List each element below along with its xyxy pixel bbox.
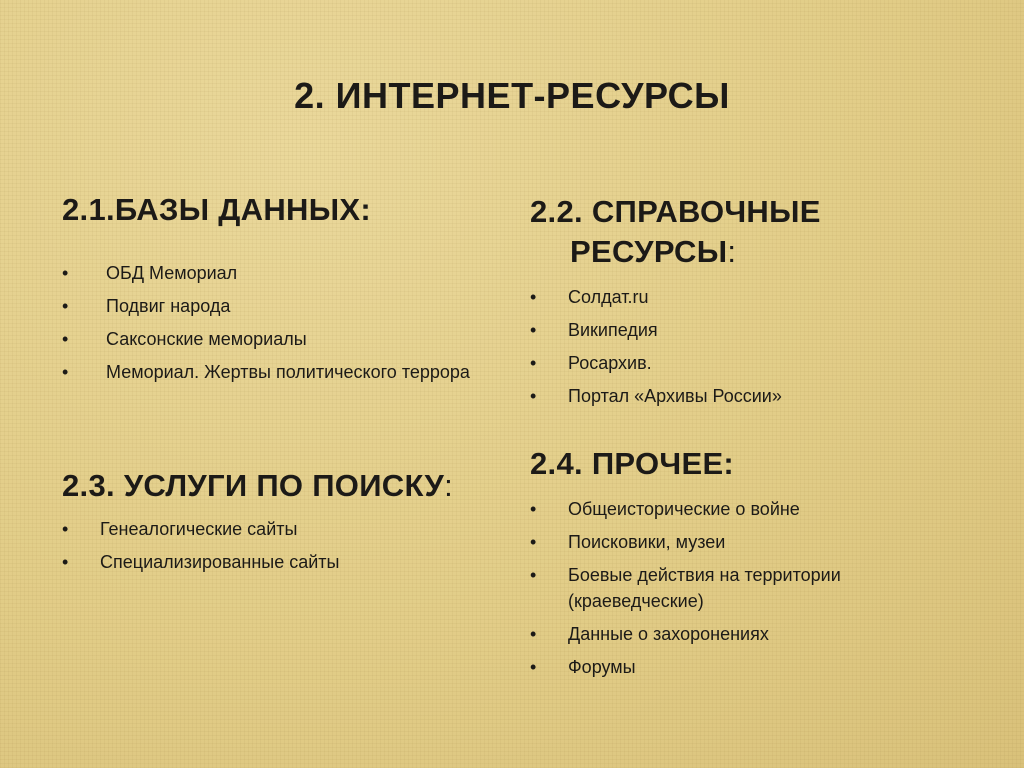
list-item — [530, 350, 1000, 376]
list-item-text: Общеисторические о войне — [568, 499, 800, 519]
section-search-heading-text: 2.3. УСЛУГИ ПО ПОИСКУ — [62, 468, 445, 503]
list-item — [62, 293, 482, 319]
databases-list — [62, 260, 482, 385]
bullet-icon: • — [62, 552, 69, 572]
list-item-text: Саксонские мемориалы — [106, 329, 307, 349]
list-item — [530, 562, 928, 614]
search-services-list — [62, 516, 502, 575]
list-item — [530, 284, 1000, 310]
bullet-icon: • — [530, 386, 537, 406]
list-item — [530, 317, 1000, 343]
list-item-text: Форумы — [568, 657, 636, 677]
bullet-icon: • — [530, 657, 537, 677]
bullet-icon: • — [530, 353, 537, 373]
list-item-text: Подвиг народа — [106, 296, 231, 316]
list-item — [62, 549, 502, 575]
heading-colon: : — [727, 234, 737, 269]
list-item-text: Солдат.ru — [568, 287, 649, 307]
reference-list — [530, 284, 1000, 409]
section-reference-heading — [530, 192, 1000, 272]
section-databases-heading: 2.1.БАЗЫ ДАННЫХ: — [62, 192, 371, 227]
list-item-text: Специализированные сайты — [100, 552, 340, 572]
list-item-text: Поисковики, музеи — [568, 532, 726, 552]
list-item-text: Портал «Архивы России» — [568, 386, 782, 406]
list-item — [530, 621, 1000, 647]
bullet-icon: • — [62, 329, 69, 349]
bullet-icon: • — [530, 499, 537, 519]
section-reference-heading-line1: 2.2. СПРАВОЧНЫЕ — [530, 194, 821, 229]
section-databases — [62, 190, 482, 392]
list-item — [62, 516, 502, 542]
section-other-heading: 2.4. ПРОЧЕЕ: — [530, 446, 735, 481]
other-list — [530, 496, 1000, 680]
bullet-icon: • — [530, 532, 537, 552]
bullet-icon: • — [530, 287, 537, 307]
list-item-text: ОБД Мемориал — [106, 263, 238, 283]
bullet-icon: • — [530, 624, 537, 644]
list-item-text: Данные о захоронениях — [568, 624, 769, 644]
bullet-icon: • — [530, 565, 537, 585]
section-search-services — [62, 466, 502, 582]
section-reference-heading-line2: РЕСУРСЫ — [570, 234, 728, 269]
section-reference-heading-line2-wrap — [530, 232, 1000, 272]
list-item — [530, 496, 1000, 522]
list-item-text: Мемориал. Жертвы политического террора — [106, 362, 470, 382]
list-item — [62, 359, 470, 385]
bullet-icon: • — [62, 296, 69, 316]
list-item-text: Генеалогические сайты — [100, 519, 298, 539]
bullet-icon: • — [62, 362, 69, 382]
list-item — [530, 654, 1000, 680]
list-item-text: Википедия — [568, 320, 658, 340]
section-reference — [530, 192, 1000, 416]
slide-title: 2. ИНТЕРНЕТ-РЕСУРСЫ — [294, 75, 730, 116]
bullet-icon: • — [530, 320, 537, 340]
section-search-heading — [62, 466, 502, 506]
list-item — [62, 260, 482, 286]
list-item — [530, 529, 1000, 555]
list-item — [530, 383, 1000, 409]
bullet-icon: • — [62, 263, 69, 283]
bullet-icon: • — [62, 519, 69, 539]
list-item-text: Боевые действия на территории (краеведческие) — [568, 565, 841, 611]
list-item-text: Росархив. — [568, 353, 652, 373]
heading-colon: : — [444, 468, 453, 503]
section-other — [530, 444, 1000, 687]
list-item — [62, 326, 482, 352]
